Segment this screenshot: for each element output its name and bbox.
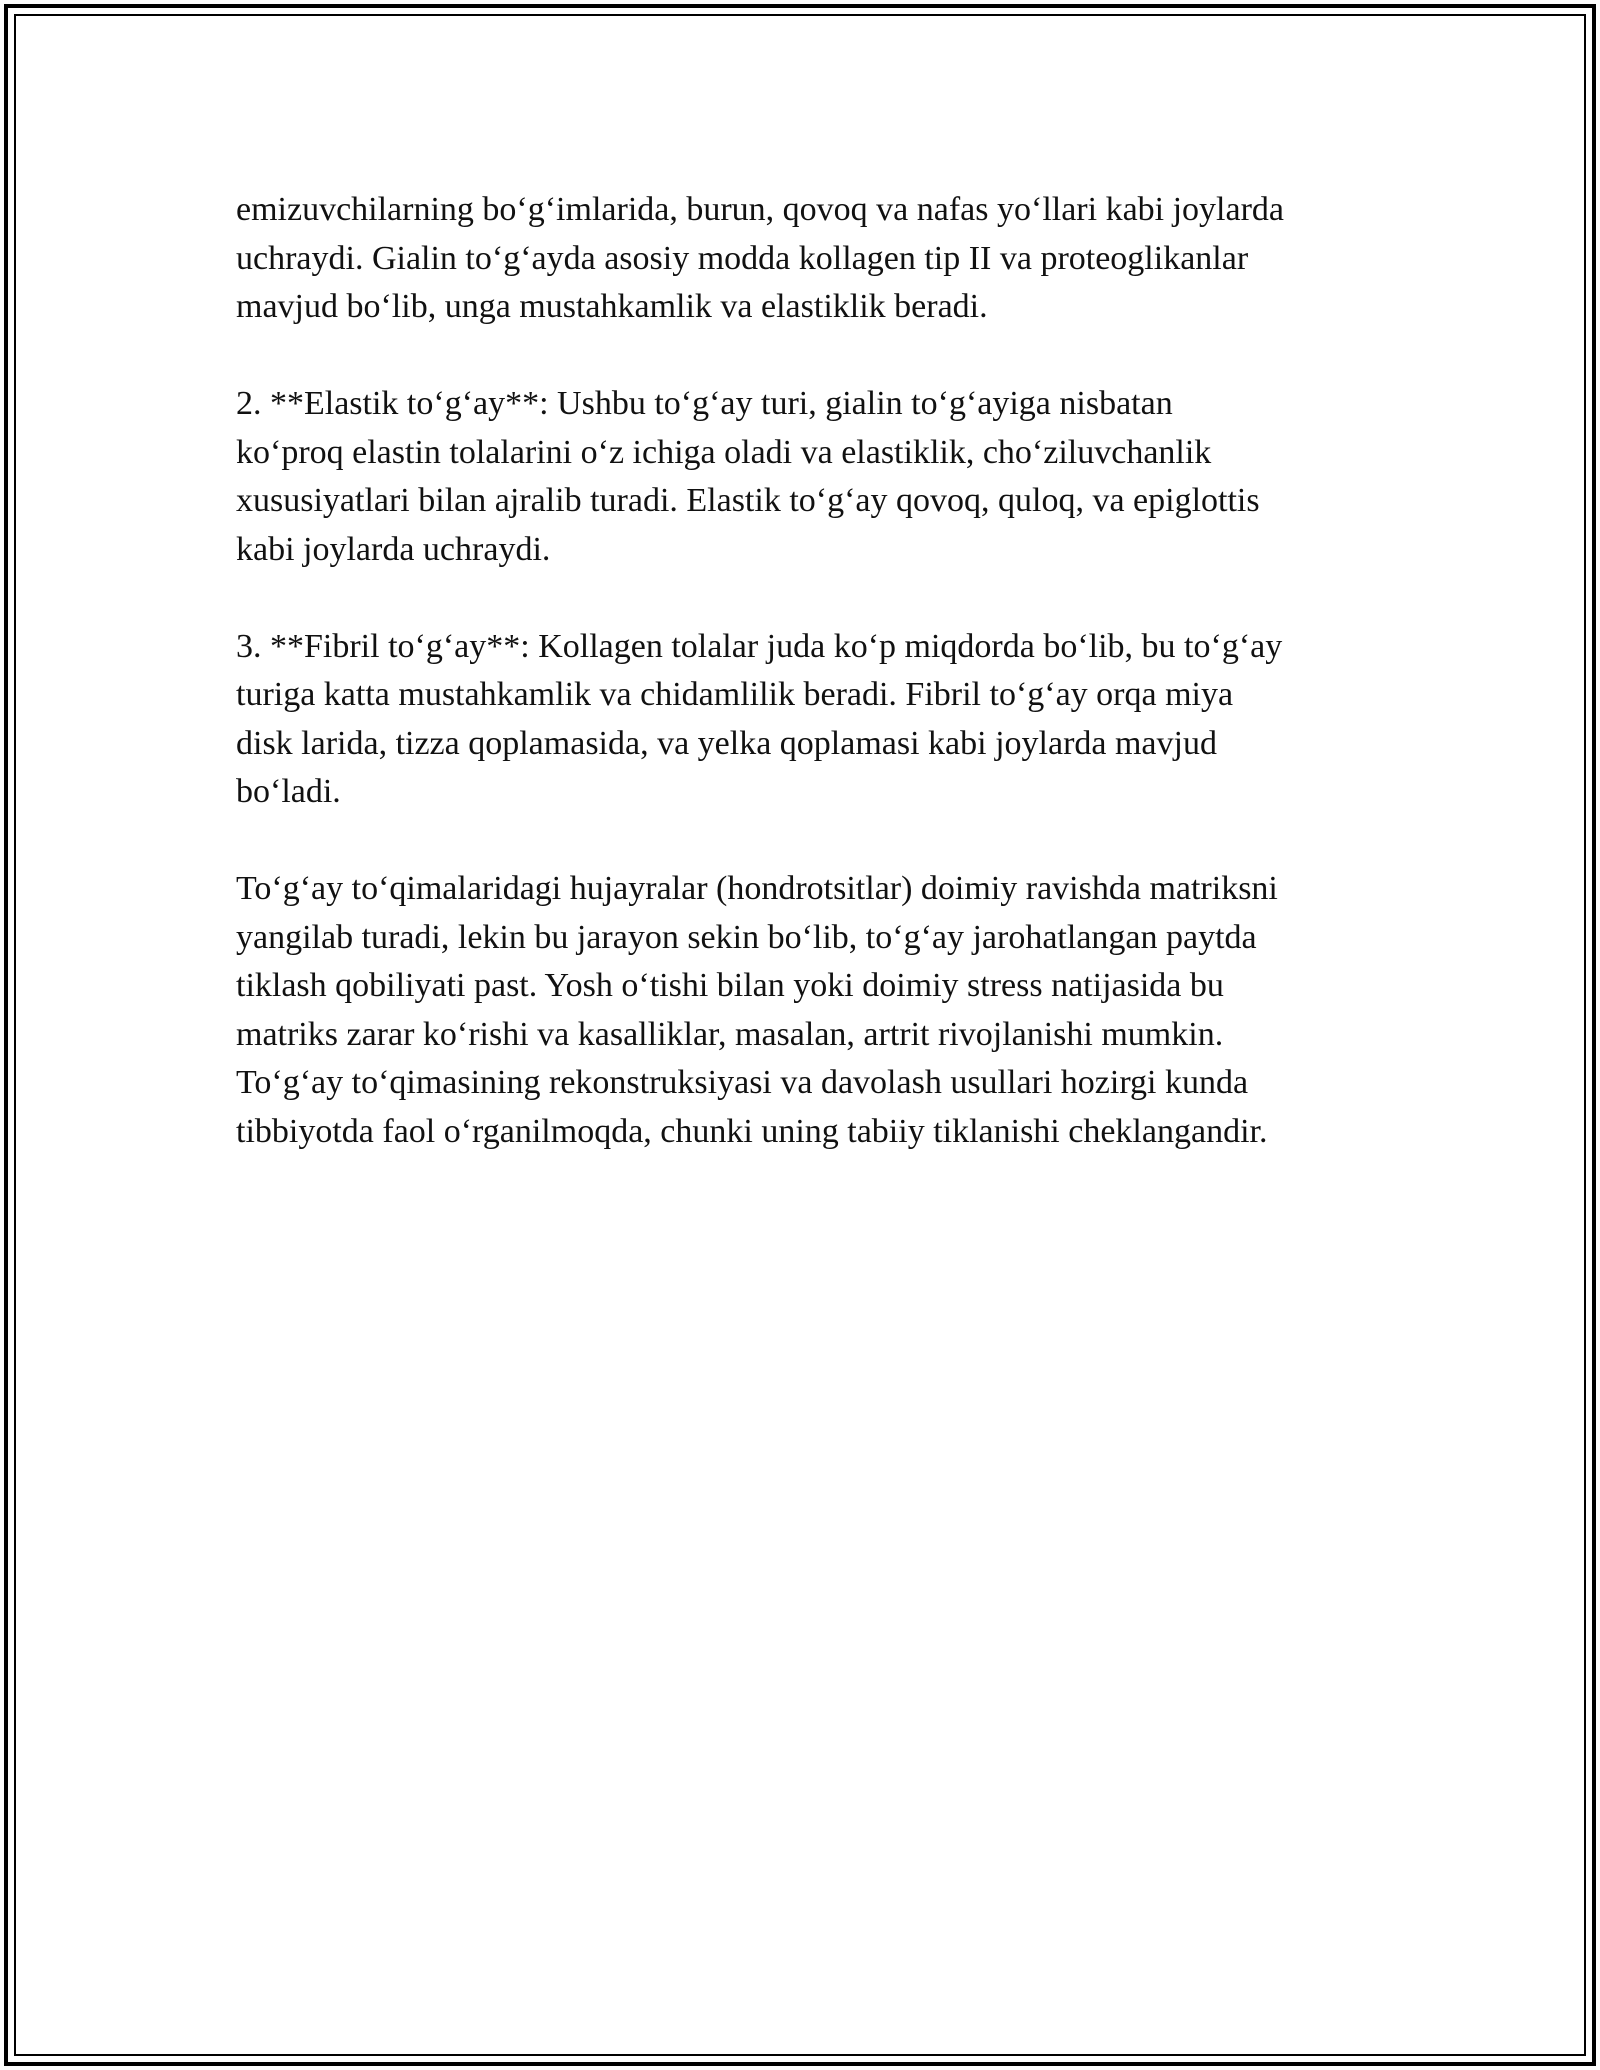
text-line: bo‘ladi. [236, 773, 341, 810]
paragraph-fibrous-cartilage [236, 623, 1386, 817]
paragraph-hyaline-cartilage [236, 186, 1386, 332]
document-body [236, 186, 1386, 1205]
text-line: emizuvchilarning bo‘g‘imlarida, burun, qovoq va nafas yo‘llari kabi joylarda [236, 191, 1285, 228]
text-line: disk larida, tizza qoplamasida, va yelka qoplamasi kabi joylarda mavjud [236, 724, 1217, 762]
paragraph-chondrocytes [236, 865, 1386, 1156]
text-line: 3. **Fibril to‘g‘ay**: Kollagen tolalar juda ko‘p miqdorda bo‘lib, bu to‘g‘ay [236, 627, 1283, 665]
text-line: turiga katta mustahkamlik va chidamlilik beradi. Fibril to‘g‘ay orqa miya [236, 676, 1234, 713]
text-line: 2. **Elastik to‘g‘ay**: Ushbu to‘g‘ay turi, gialin to‘g‘ayiga nisbatan [236, 385, 1173, 422]
text-line: To‘g‘ay to‘qimalaridagi hujayralar (hondrotsitlar) doimiy ravishda matriksni [236, 870, 1278, 907]
text-line: yangilab turadi, lekin bu jarayon sekin bo‘lib, to‘g‘ay jarohatlangan paytda [236, 918, 1257, 956]
text-line: kabi joylarda uchraydi. [236, 530, 551, 568]
paragraph-elastic-cartilage [236, 380, 1386, 574]
text-line: uchraydi. Gialin to‘g‘ayda asosiy modda kollagen tip II va proteoglikanlar [236, 239, 1249, 277]
text-line: To‘g‘ay to‘qimasining rekonstruksiyasi va davolash usullari hozirgi kunda [236, 1064, 1249, 1101]
text-line: tibbiyotda faol o‘rganilmoqda, chunki uning tabiiy tiklanishi cheklangandir. [236, 1112, 1268, 1150]
text-line: matriks zarar ko‘rishi va kasalliklar, masalan, artrit rivojlanishi mumkin. [236, 1015, 1224, 1053]
text-line: xususiyatlari bilan ajralib turadi. Elastik to‘g‘ay qovoq, quloq, va epiglottis [236, 482, 1260, 519]
text-line: mavjud bo‘lib, unga mustahkamlik va elastiklik beradi. [236, 288, 988, 325]
text-line: tiklash qobiliyati past. Yosh o‘tishi bilan yoki doimiy stress natijasida bu [236, 967, 1224, 1004]
text-line: ko‘proq elastin tolalarini o‘z ichiga oladi va elastiklik, cho‘ziluvchanlik [236, 433, 1212, 471]
